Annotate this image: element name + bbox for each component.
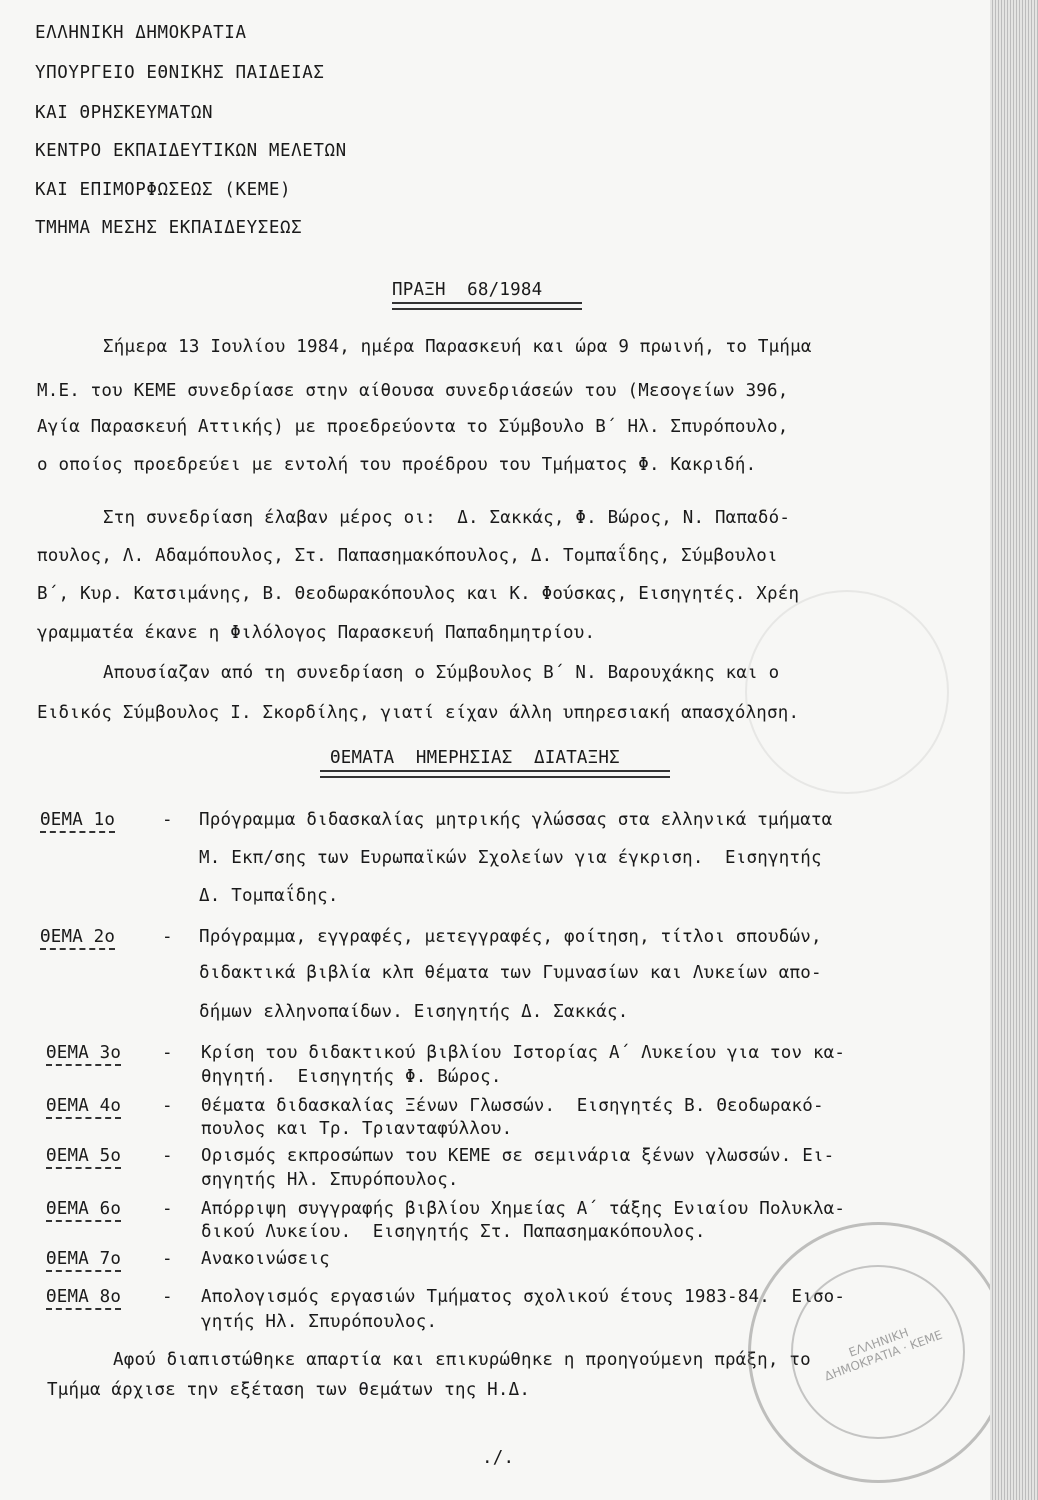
header-line-department: ΤΜΗΜΑ ΜΕΣΗΣ ΕΚΠΑΙΔΕΥΣΕΩΣ bbox=[35, 218, 303, 238]
agenda-item-text: διδακτικά βιβλία κλπ θέματα των Γυμνασίων και Λυκείων απο- bbox=[199, 963, 822, 983]
document-title: ΠΡΑΞΗ 68/1984 bbox=[392, 280, 543, 300]
agenda-item-text: Μ. Εκπ/σης των Ευρωπαϊκών Σχολείων για έγκριση. Εισηγητής bbox=[199, 848, 822, 868]
header-line-center-cont: ΚΑΙ ΕΠΙΜΟΡΦΩΣΕΩΣ (ΚΕΜΕ) bbox=[35, 180, 292, 200]
agenda-title: ΘΕΜΑΤΑ ΗΜΕΡΗΣΙΑΣ ΔΙΑΤΑΞΗΣ bbox=[330, 748, 620, 768]
body-line: Ειδικός Σύμβουλος Ι. Σκορδίλης, γιατί είχαν άλλη υπηρεσιακή απασχόληση. bbox=[37, 703, 800, 723]
header-line-ministry-cont: ΚΑΙ ΘΡΗΣΚΕΥΜΑΤΩΝ bbox=[35, 103, 214, 123]
title-underline bbox=[392, 302, 582, 310]
agenda-item-label: ΘΕΜΑ 6ο bbox=[46, 1199, 122, 1219]
agenda-item-text: θηγητή. Εισηγητής Φ. Βώρος. bbox=[201, 1067, 502, 1087]
agenda-item-text: Πρόγραμμα διδασκαλίας μητρικής γλώσσας στα ελληνικά τμήματα bbox=[199, 810, 833, 830]
agenda-item-text: πουλος και Τρ. Τριανταφύλλου. bbox=[201, 1119, 513, 1139]
agenda-item-text: γητής Ηλ. Σπυρόπουλος. bbox=[201, 1312, 438, 1332]
agenda-item-text: Ανακοινώσεις bbox=[201, 1249, 330, 1269]
agenda-item-text: Πρόγραμμα, εγγραφές, μετεγγραφές, φοίτηση, τίτλοι σπουδών, bbox=[199, 927, 822, 947]
agenda-item-label: ΘΕΜΑ 7ο bbox=[46, 1249, 122, 1269]
body-line: Σήμερα 13 Ιουλίου 1984, ημέρα Παρασκευή και ώρα 9 πρωινή, το Τμήμα bbox=[103, 337, 812, 357]
body-line: Β΄, Κυρ. Κατσιμάνης, Β. Θεοδωρακόπουλος και Κ. Φούσκας, Εισηγητές. Χρέη bbox=[37, 584, 800, 604]
agenda-item-dash: - bbox=[162, 1199, 173, 1219]
body-line: γραμματέα έκανε η Φιλόλογος Παρασκευή Παπαδημητρίου. bbox=[37, 623, 596, 643]
agenda-item-dash: - bbox=[162, 1043, 173, 1063]
agenda-item-dash: - bbox=[162, 810, 173, 830]
agenda-item-label: ΘΕΜΑ 1ο bbox=[40, 810, 116, 830]
agenda-item-text: Θέματα διδασκαλίας Ξένων Γλωσσών. Εισηγητές Β. Θεοδωρακό- bbox=[201, 1096, 824, 1116]
body-line: ο οποίος προεδρεύει με εντολή του προέδρου του Τμήματος Φ. Κακριδή. bbox=[37, 455, 757, 475]
official-stamp bbox=[748, 1222, 990, 1483]
header-line-center: ΚΕΝΤΡΟ ΕΚΠΑΙΔΕΥΤΙΚΩΝ ΜΕΛΕΤΩΝ bbox=[35, 141, 347, 161]
agenda-item-text: Απόρριψη συγγραφής βιβλίου Χημείας Α΄ τάξης Ενιαίου Πολυκλα- bbox=[201, 1199, 846, 1219]
agenda-item-text: σηγητής Ηλ. Σπυρόπουλος. bbox=[201, 1170, 459, 1190]
closing-line: Τμήμα άρχισε την εξέταση των θεμάτων της Η.Δ. bbox=[47, 1380, 531, 1400]
agenda-item-text: Κρίση του διδακτικού βιβλίου Ιστορίας Α΄ Λυκείου για τον κα- bbox=[201, 1043, 846, 1063]
agenda-item-text: Ορισμός εκπροσώπων του ΚΕΜΕ σε σεμινάρια ξένων γλωσσών. Ει- bbox=[201, 1146, 835, 1166]
agenda-item-text: Δ. Τομπαΐδης. bbox=[199, 886, 339, 906]
agenda-item-dash: - bbox=[162, 1287, 173, 1307]
continuation-mark: ./. bbox=[482, 1448, 515, 1468]
header-line-country: ΕΛΛΗΝΙΚΗ ΔΗΜΟΚΡΑΤΙΑ bbox=[35, 23, 247, 43]
agenda-item-dash: - bbox=[162, 927, 173, 947]
body-line: πουλος, Λ. Αδαμόπουλος, Στ. Παπασημακόπουλος, Δ. Τομπαΐδης, Σύμβουλοι bbox=[37, 546, 778, 566]
closing-line: Αφού διαπιστώθηκε απαρτία και επικυρώθηκε η προηγούμενη πράξη, το bbox=[113, 1350, 811, 1370]
agenda-item-dash: - bbox=[162, 1249, 173, 1269]
bleed-through-stamp bbox=[745, 590, 949, 794]
body-line: Στη συνεδρίαση έλαβαν μέρος οι: Δ. Σακκάς, Φ. Βώρος, Ν. Παπαδό- bbox=[103, 508, 791, 528]
agenda-item-text: δήμων ελληνοπαίδων. Εισηγητής Δ. Σακκάς. bbox=[199, 1002, 629, 1022]
agenda-item-dash: - bbox=[162, 1146, 173, 1166]
agenda-item-label: ΘΕΜΑ 2ο bbox=[40, 927, 116, 947]
agenda-item-label: ΘΕΜΑ 3ο bbox=[46, 1043, 122, 1063]
agenda-item-dash: - bbox=[162, 1096, 173, 1116]
agenda-item-label: ΘΕΜΑ 4ο bbox=[46, 1096, 122, 1116]
body-line: Απουσίαζαν από τη συνεδρίαση ο Σύμβουλος Β΄ Ν. Βαρουχάκης και ο bbox=[103, 663, 780, 683]
agenda-item-text: δικού Λυκείου. Εισηγητής Στ. Παπασημακόπουλος. bbox=[201, 1222, 706, 1242]
body-line: Αγία Παρασκευή Αττικής) με προεδρεύοντα το Σύμβουλο Β΄ Ηλ. Σπυρόπουλο, bbox=[37, 417, 789, 437]
official-stamp-text: ΕΛΛΗΝΙΚΗ ΔΗΜΟΚΡΑΤΙΑ · ΚΕΜΕ bbox=[822, 1325, 945, 1384]
agenda-title-underline bbox=[320, 770, 670, 778]
agenda-item-label: ΘΕΜΑ 8ο bbox=[46, 1287, 122, 1307]
agenda-item-label: ΘΕΜΑ 5ο bbox=[46, 1146, 122, 1166]
body-line: Μ.Ε. του ΚΕΜΕ συνεδρίασε στην αίθουσα συνεδριάσεών του (Μεσογείων 396, bbox=[37, 381, 789, 401]
agenda-item-text: Απολογισμός εργασιών Τμήματος σχολικού έτους 1983-84. Εισο- bbox=[201, 1287, 846, 1307]
header-line-ministry: ΥΠΟΥΡΓΕΙΟ ΕΘΝΙΚΗΣ ΠΑΙΔΕΙΑΣ bbox=[35, 63, 325, 83]
page-stack-edge bbox=[990, 0, 1038, 1500]
